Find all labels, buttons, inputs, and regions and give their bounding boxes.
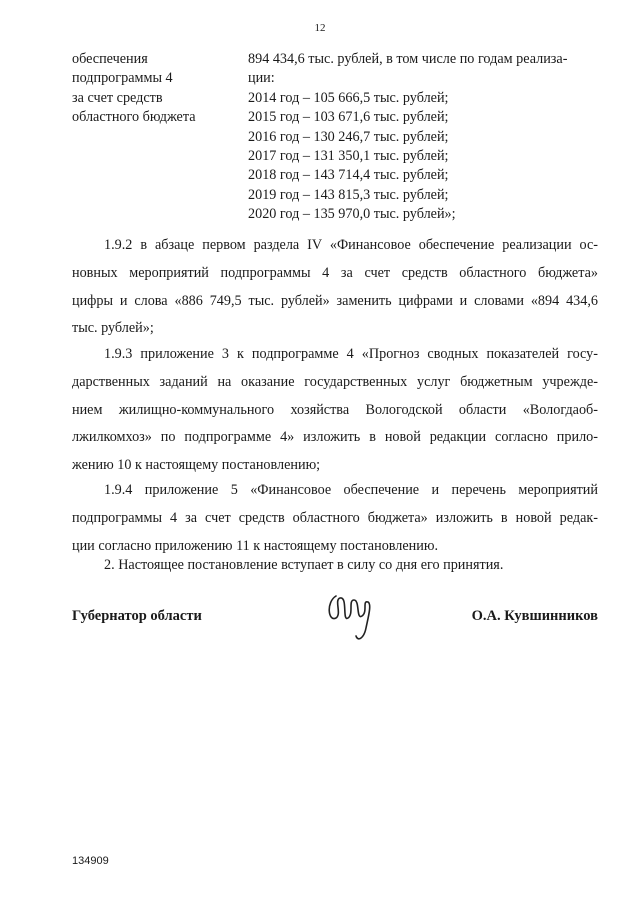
paragraph-1-9-2 <box>72 232 598 343</box>
table-left-line: подпрограммы 4 <box>72 70 173 87</box>
paragraph-1-9-3 <box>72 341 598 480</box>
paragraph-line: лжилкомхоз» по подпрограмме 4» изложить в новой редакции согласно прило- <box>72 429 598 446</box>
table-right-line: 2015 год – 103 671,6 тыс. рублей; <box>248 109 449 126</box>
paragraph-line: цифры и слова «886 749,5 тыс. рублей» заменить цифрами и словами «894 434,6 <box>72 292 598 309</box>
paragraph-line: 1.9.2 в абзаце первом раздела IV «Финансовое обеспечение реализации ос- <box>104 237 598 253</box>
signature-block <box>72 598 598 648</box>
table-right-line: 2019 год – 143 815,3 тыс. рублей; <box>248 186 449 203</box>
table-left-line: областного бюджета <box>72 109 196 126</box>
document-code: 134909 <box>72 855 109 867</box>
table-right-line: 2020 год – 135 970,0 тыс. рублей»; <box>248 206 456 223</box>
table-right-line: ции: <box>248 70 275 87</box>
paragraph-line: 1.9.3 приложение 3 к подпрограмме 4 «Прогноз сводных показателей госу- <box>104 346 598 362</box>
paragraph-line: жению 10 к настоящему постановлению; <box>72 457 321 474</box>
table-right-cell <box>248 50 602 225</box>
page-number: 12 <box>314 22 326 34</box>
paragraph-line: тыс. рублей»; <box>72 320 154 337</box>
table-right-line: 2016 год – 130 246,7 тыс. рублей; <box>248 128 449 145</box>
paragraph-line: подпрограммы 4 за счет средств областного бюджета» изложить в новой редак- <box>72 509 598 526</box>
paragraph-line: 1.9.4 приложение 5 «Финансовое обеспечение и перечень мероприятий <box>104 482 598 498</box>
paragraph-line: 2. Настоящее постановление вступает в силу со дня его принятия. <box>104 557 504 573</box>
table-right-line: 2018 год – 143 714,4 тыс. рублей; <box>248 167 449 184</box>
paragraph-line: нием жилищно-коммунального хозяйства Вологодской области «Вологдаоб- <box>72 401 598 418</box>
table-right-line: 2017 год – 131 350,1 тыс. рублей; <box>248 148 449 165</box>
table-left-line: обеспечения <box>72 51 148 67</box>
table-right-line: 894 434,6 тыс. рублей, в том числе по годам реализа- <box>248 51 568 67</box>
table-right-line: 2014 год – 105 666,5 тыс. рублей; <box>248 89 449 106</box>
paragraph-2 <box>72 552 598 580</box>
paragraph-line: дарственных заданий на оказание государственных услуг бюджетным учрежде- <box>72 373 598 390</box>
handwritten-signature <box>322 588 382 648</box>
signatory-name: О.А. Кувшинников <box>471 608 598 624</box>
paragraph-line: новных мероприятий подпрограммы 4 за счет средств областного бюджета» <box>72 264 598 281</box>
signatory-title: Губернатор области <box>72 608 202 624</box>
paragraph-1-9-4 <box>72 477 598 560</box>
table-left-line: за счет средств <box>72 89 163 106</box>
paragraph-line: ции согласно приложению 11 к настоящему постановлению. <box>72 537 439 554</box>
table-left-cell <box>72 50 247 128</box>
